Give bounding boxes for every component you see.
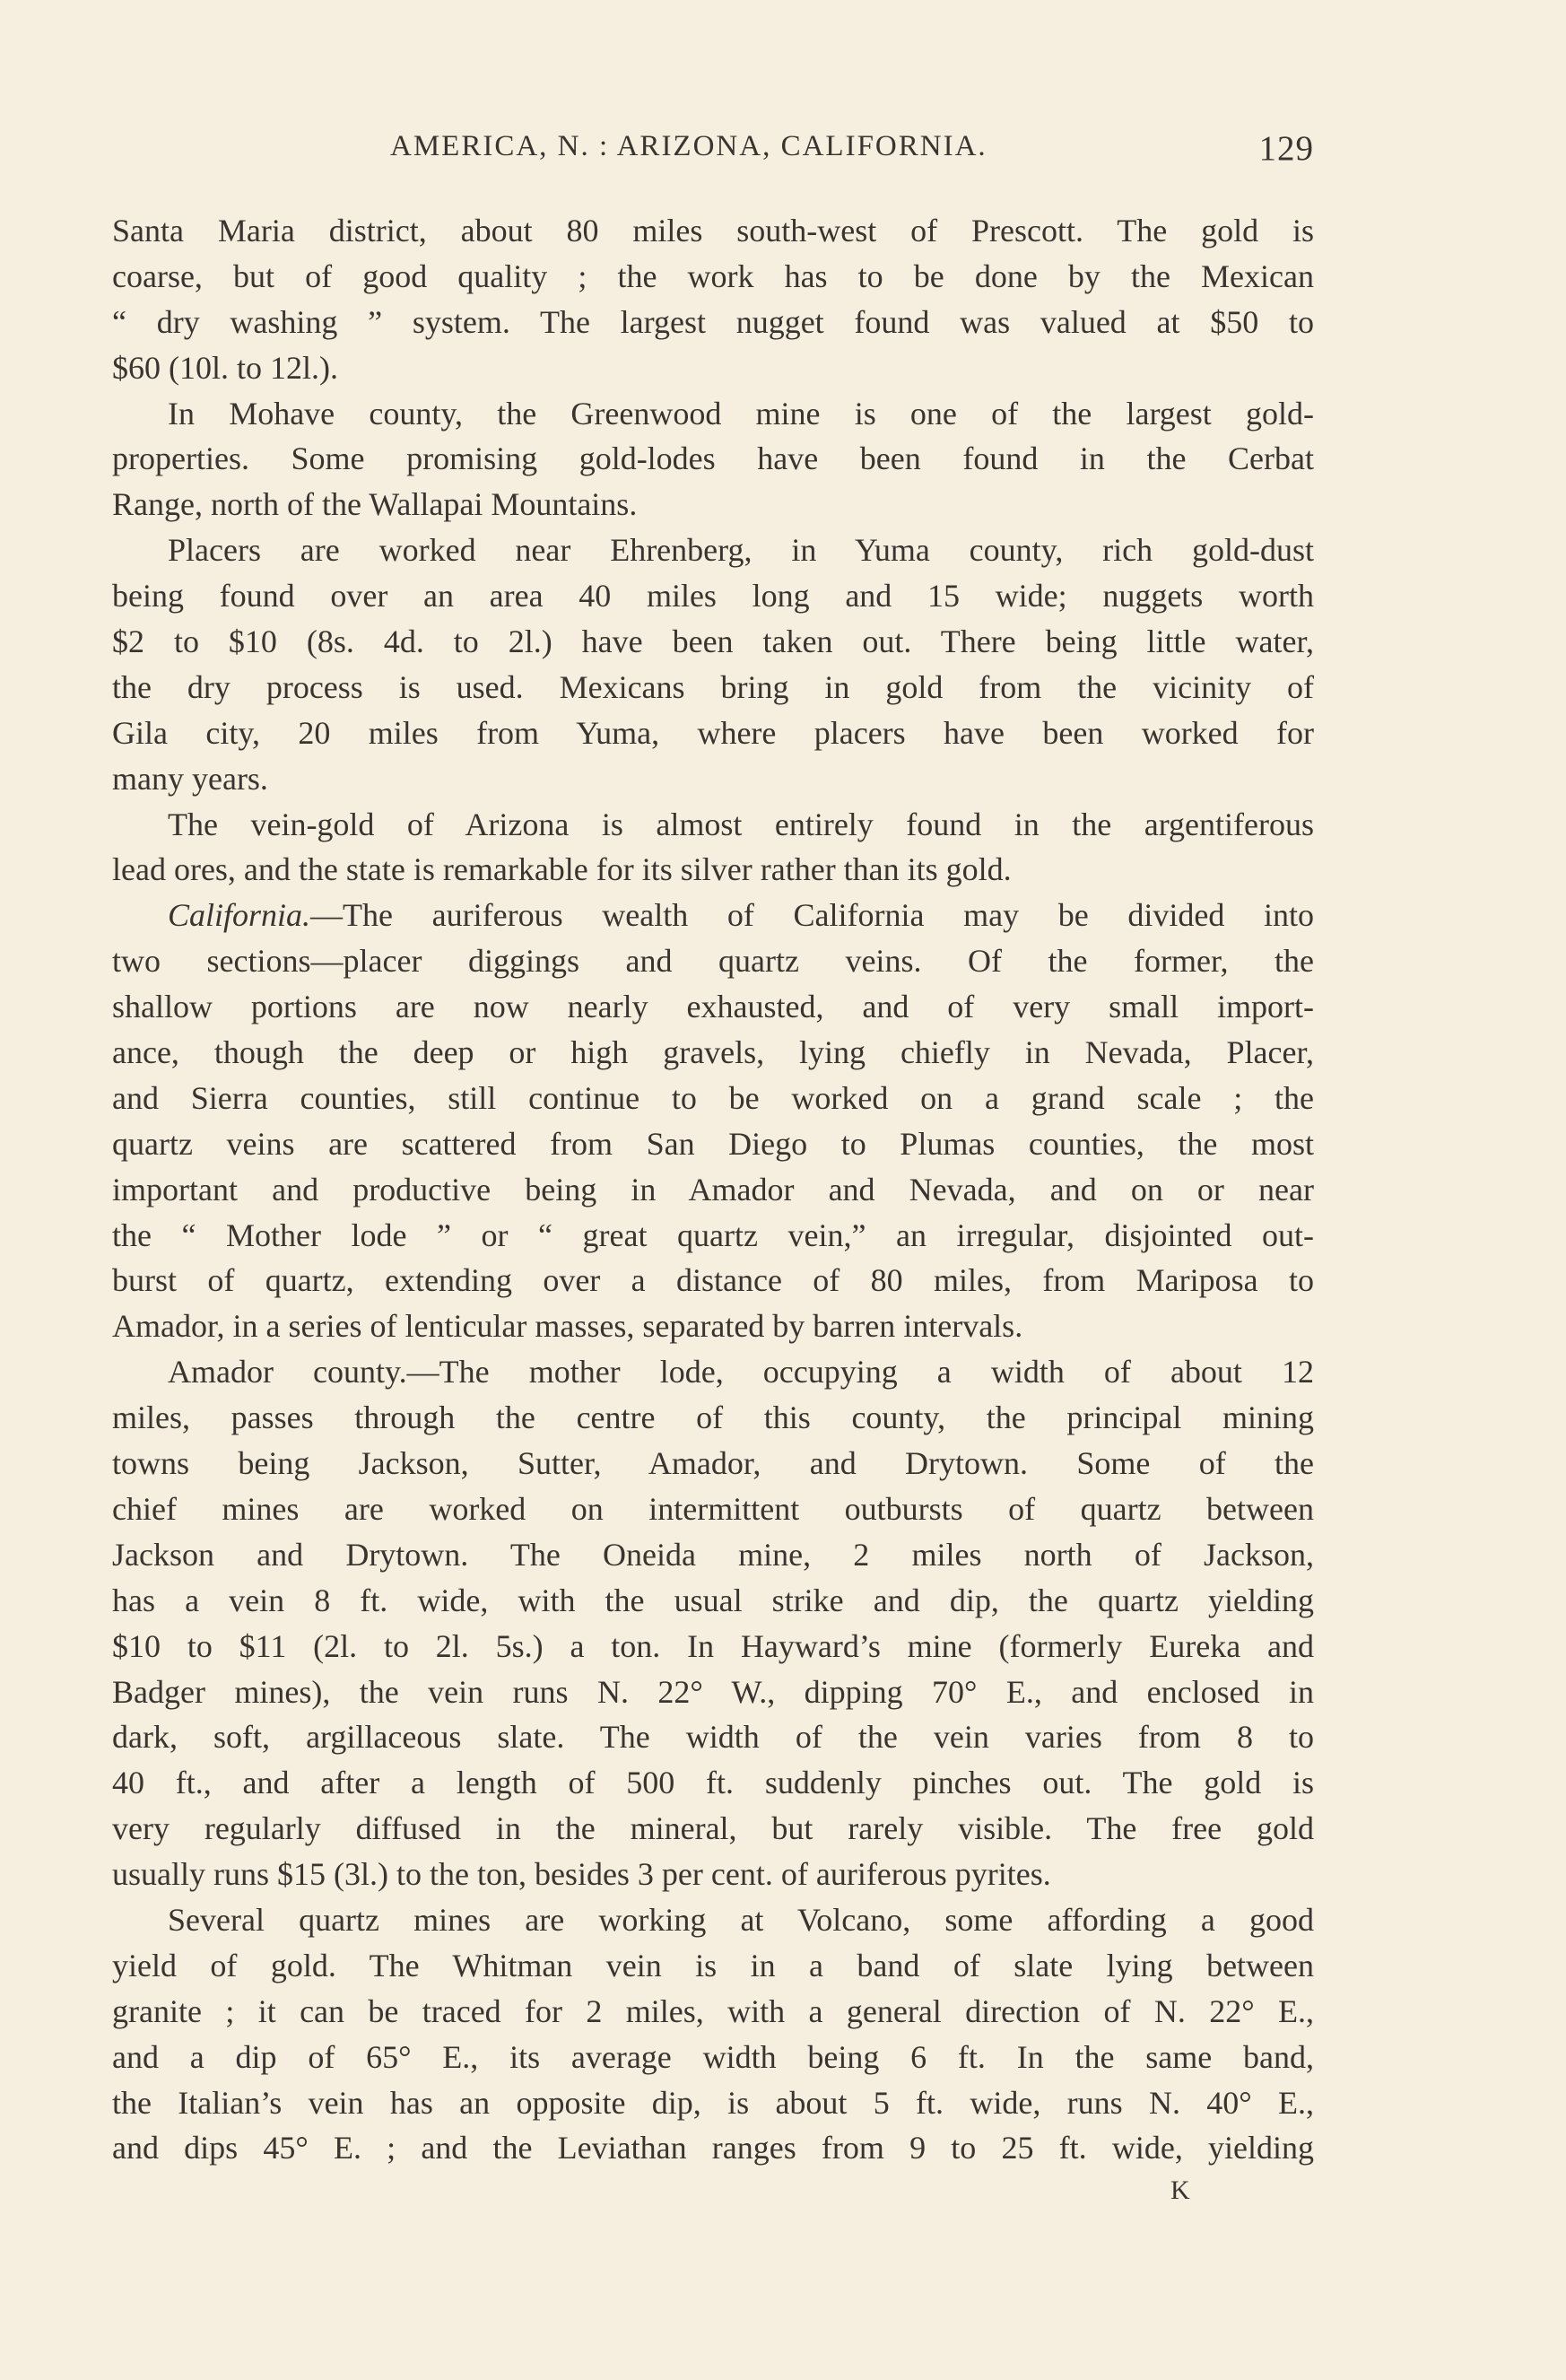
text-line: $10 to $11 (2l. to 2l. 5s.) a ton. In Hayward’s mine (formerly Eureka and xyxy=(112,1627,1314,1664)
text-line: coarse, but of good quality ; the work has to be done by the Mexican xyxy=(112,257,1314,294)
body-text xyxy=(112,208,1314,2171)
text-line: miles, passes through the centre of this county, the principal mining xyxy=(112,1399,1314,1436)
text-line: In Mohave county, the Greenwood mine is one of the largest gold- xyxy=(168,395,1314,432)
text-line: two sections—placer diggings and quartz veins. Of the former, the xyxy=(112,943,1314,980)
text-line: lead ores, and the state is remarkable for its silver rather than its gold. xyxy=(112,851,1012,888)
text-line: Amador county.—The mother lode, occupying a width of about 12 xyxy=(168,1354,1314,1391)
text-line: and a dip of 65° E., its average width being 6 ft. In the same band, xyxy=(112,2038,1314,2075)
text-line: Amador, in a series of lenticular masses, separated by barren intervals. xyxy=(112,1308,1023,1345)
signature-mark: K xyxy=(1170,2175,1191,2205)
section-lead-california: California. xyxy=(168,897,311,934)
text-line: the “ Mother lode ” or “ great quartz vein,” an irregular, disjointed out- xyxy=(112,1216,1314,1253)
text-line: usually runs $15 (3l.) to the ton, besides 3 per cent. of auriferous pyrites. xyxy=(112,1856,1051,1893)
running-title: AMERICA, N. : ARIZONA, CALIFORNIA. xyxy=(390,130,987,162)
text-line: 40 ft., and after a length of 500 ft. suddenly pinches out. The gold is xyxy=(112,1765,1314,1801)
text-line: granite ; it can be traced for 2 miles, with a general direction of N. 22° E., xyxy=(112,1992,1314,2029)
text-line: quartz veins are scattered from San Diego to Plumas counties, the most xyxy=(112,1125,1314,1162)
text-line: burst of quartz, extending over a distance of 80 miles, from Mariposa to xyxy=(112,1262,1314,1299)
text-line: The vein-gold of Arizona is almost entirely found in the argentiferous xyxy=(168,806,1314,842)
text-line: shallow portions are now nearly exhausted, and of very small import- xyxy=(112,989,1314,1025)
text-line: the Italian’s vein has an opposite dip, is about 5 ft. wide, runs N. 40° E., xyxy=(112,2084,1314,2121)
text-line: Placers are worked near Ehrenberg, in Yuma county, rich gold-dust xyxy=(168,532,1314,569)
text-line: many years. xyxy=(112,760,268,797)
text-line: towns being Jackson, Sutter, Amador, and Drytown. Some of the xyxy=(112,1445,1314,1482)
text-line: has a vein 8 ft. wide, with the usual strike and dip, the quartz yielding xyxy=(112,1582,1314,1618)
text-line: important and productive being in Amador and Nevada, and on or near xyxy=(112,1171,1314,1207)
text-line: and Sierra counties, still continue to be worked on a grand scale ; the xyxy=(112,1079,1314,1116)
text-line: being found over an area 40 miles long and 15 wide; nuggets worth xyxy=(112,578,1314,615)
text-line: properties. Some promising gold-lodes have been found in the Cerbat xyxy=(112,440,1314,477)
text-line: Santa Maria district, about 80 miles south-west of Prescott. The gold is xyxy=(112,213,1314,248)
text-line: yield of gold. The Whitman vein is in a band of slate lying between xyxy=(112,1947,1314,1983)
text-line: and dips 45° E. ; and the Leviathan ranges from 9 to 25 ft. wide, yielding xyxy=(112,2130,1314,2166)
text-line: the dry process is used. Mexicans bring in gold from the vicinity of xyxy=(112,668,1314,705)
text-line: Several quartz mines are working at Volcano, some affording a good xyxy=(168,1901,1314,1938)
running-head xyxy=(112,130,1314,170)
text-line: very regularly diffused in the mineral, but rarely visible. The free gold xyxy=(112,1810,1314,1847)
text-line: “ dry washing ” system. The largest nugget found was valued at $50 to xyxy=(112,303,1314,340)
text-line: Jackson and Drytown. The Oneida mine, 2 miles north of Jackson, xyxy=(112,1536,1314,1573)
text-line-rest: —The auriferous wealth of California may be divided into xyxy=(310,897,1314,934)
text-line: Range, north of the Wallapai Mountains. xyxy=(112,486,638,523)
text-line: $2 to $10 (8s. 4d. to 2l.) have been taken out. There being little water, xyxy=(112,623,1314,660)
text-line-california xyxy=(112,893,1314,938)
text-line: dark, soft, argillaceous slate. The width of the vein varies from 8 to xyxy=(112,1719,1314,1756)
text-line: $60 (10l. to 12l.). xyxy=(112,349,338,386)
text-line: Badger mines), the vein runs N. 22° W., dipping 70° E., and enclosed in xyxy=(112,1673,1314,1710)
text-line: ance, though the deep or high gravels, lying chiefly in Nevada, Placer, xyxy=(112,1034,1314,1071)
text-line: Gila city, 20 miles from Yuma, where placers have been worked for xyxy=(112,714,1314,751)
text-line: chief mines are worked on intermittent outbursts of quartz between xyxy=(112,1490,1314,1527)
page-number: 129 xyxy=(1258,129,1314,168)
